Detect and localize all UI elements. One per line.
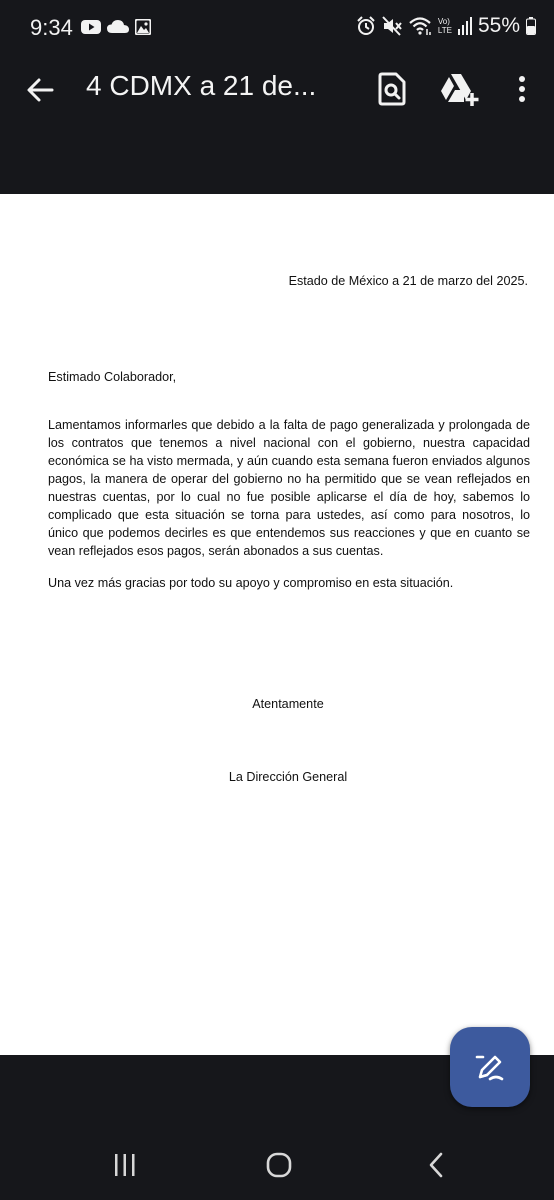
recent-apps-button[interactable] [110, 1150, 140, 1180]
document-title: 4 CDMX a 21 de... [86, 70, 317, 101]
add-to-drive-button[interactable] [440, 71, 480, 107]
document-body-paragraph: Lamentamos informarles que debido a la falta de pago generalizada y prolongada de los contratos que tenemos a nivel nacional con el gobierno, nuestra capacidad económica se ha visto mermada, y aún cuando esta semana fueron enviados algunos pagos, la manera de operar del gobierno no ha permitido que se vean reflejados en nuestras cuentas, por lo cual no fue posible aplicarse el día de hoy, sabemos lo complicado que esta situación se torna para ustedes, así como para nosotros, lo único que podemos decirles es que entendemos sus reacciones y que en cuanto se vean reflejados esos pagos, serán abonados a sus cuentas. [48, 418, 530, 558]
volte-line-2: LTE [437, 26, 452, 35]
nav-back-button[interactable] [422, 1150, 452, 1180]
edit-pen-icon [474, 1051, 506, 1083]
add-to-drive-icon [440, 71, 480, 107]
signal-icon [458, 17, 472, 35]
document-thanks-paragraph: Una vez más gracias por todo su apoyo y compromiso en esta situación. [48, 576, 454, 590]
more-options-icon [508, 71, 536, 107]
home-icon [264, 1150, 294, 1180]
alarm-icon [356, 16, 376, 36]
document-date-line: Estado de México a 21 de marzo del 2025. [288, 274, 528, 288]
navigation-bar [0, 1130, 554, 1200]
status-time: 9:34 [30, 15, 73, 40]
search-in-document-button[interactable] [374, 71, 410, 107]
app-bar [0, 60, 554, 120]
wifi-icon [408, 16, 432, 36]
recent-apps-icon [110, 1150, 140, 1180]
battery-percentage: 55% [477, 14, 520, 37]
status-left-icons [81, 19, 151, 35]
search-in-document-icon [374, 71, 410, 107]
battery-icon [526, 17, 536, 35]
more-options-button[interactable] [508, 71, 536, 107]
gallery-icon [135, 19, 151, 35]
volte-line-1: Vo) [437, 17, 450, 26]
document-page [0, 194, 554, 1055]
document-signature: La Dirección General [228, 770, 348, 784]
cloud-icon [107, 19, 129, 35]
volte-icon [438, 17, 452, 35]
arrow-back-icon [24, 74, 56, 106]
edit-fab-button[interactable] [450, 1027, 530, 1107]
status-right-icons [356, 14, 536, 38]
status-bar [0, 0, 554, 60]
document-closing: Atentamente [252, 697, 324, 711]
document-greeting: Estimado Colaborador, [48, 370, 177, 384]
back-button[interactable] [24, 74, 56, 106]
home-button[interactable] [264, 1150, 294, 1180]
youtube-icon [81, 19, 101, 35]
back-icon [422, 1150, 452, 1180]
mute-icon [382, 16, 402, 36]
